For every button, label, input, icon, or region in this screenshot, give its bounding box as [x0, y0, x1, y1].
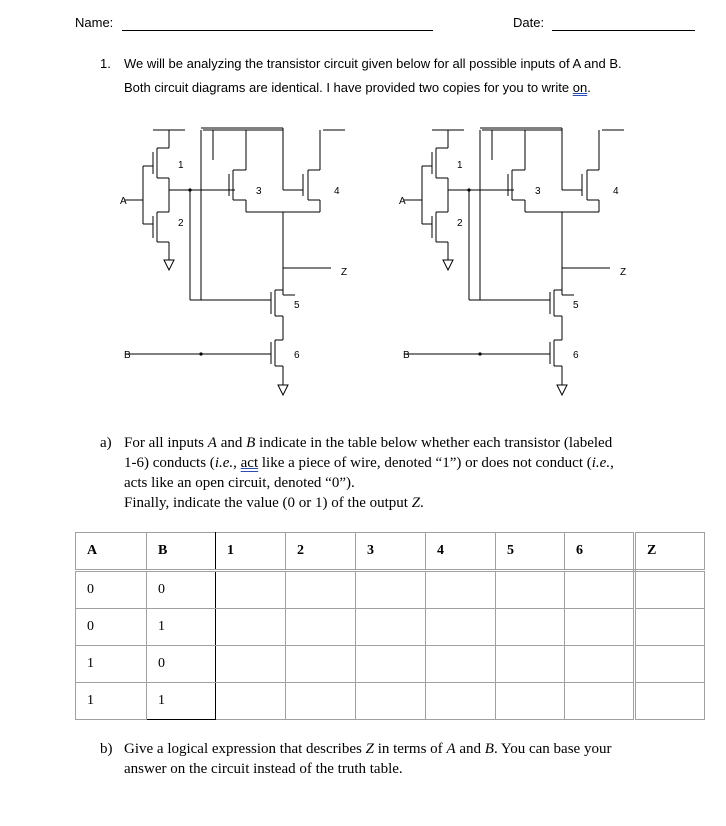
answer-cell[interactable] [356, 609, 426, 646]
cell-b: 0 [147, 646, 216, 683]
header-t4: 4 [426, 533, 496, 571]
answer-cell[interactable] [286, 571, 356, 609]
answer-cell[interactable] [565, 571, 635, 609]
table-row [76, 646, 705, 683]
header-a: A [76, 533, 147, 571]
answer-cell[interactable] [426, 571, 496, 609]
answer-cell[interactable] [496, 646, 565, 683]
table-row [76, 683, 705, 720]
input-a-label: A [399, 196, 406, 207]
circuit-copy-2 [404, 128, 627, 395]
question-number: 1. [100, 56, 111, 71]
answer-cell[interactable] [565, 646, 635, 683]
answer-cell[interactable] [286, 646, 356, 683]
input-b-label: B [403, 350, 410, 361]
name-field[interactable] [122, 30, 433, 31]
cell-a: 1 [76, 646, 147, 683]
header-t3: 3 [356, 533, 426, 571]
question-line-2: Both circuit diagrams are identical. I have provided two copies for you to write on. [124, 80, 591, 95]
answer-cell[interactable] [216, 646, 286, 683]
cell-b: 1 [147, 609, 216, 646]
part-b-text: Give a logical expression that describes Z in terms of A and B. You can base your answer on the circuit instead of the truth table. [124, 741, 612, 777]
transistor-6-label: 6 [294, 350, 300, 361]
answer-cell[interactable] [216, 609, 286, 646]
cell-a: 0 [76, 609, 147, 646]
name-label: Name: [75, 15, 114, 30]
answer-cell[interactable] [565, 609, 635, 646]
answer-cell[interactable] [216, 571, 286, 609]
answer-cell[interactable] [496, 571, 565, 609]
cell-b: 1 [147, 683, 216, 720]
transistor-3-label: 3 [256, 186, 262, 197]
transistor-1-label: 1 [457, 160, 463, 171]
answer-cell[interactable] [635, 609, 705, 646]
answer-cell[interactable] [286, 683, 356, 720]
transistor-1-label: 1 [178, 160, 184, 171]
transistor-4-label: 4 [334, 186, 340, 197]
date-field[interactable] [552, 30, 695, 31]
cell-a: 1 [76, 683, 147, 720]
answer-cell[interactable] [496, 683, 565, 720]
output-z-label: Z [620, 267, 627, 278]
transistor-5-label: 5 [573, 300, 579, 311]
answer-cell[interactable] [356, 683, 426, 720]
answer-cell[interactable] [286, 609, 356, 646]
header-t1: 1 [216, 533, 286, 571]
question-line-1: We will be analyzing the transistor circuit given below for all possible inputs of A and B. [124, 56, 622, 71]
transistor-2-label: 2 [178, 218, 184, 229]
cell-b: 0 [147, 571, 216, 609]
transistor-5-label: 5 [294, 300, 300, 311]
answer-cell[interactable] [565, 683, 635, 720]
header-z: Z [635, 533, 705, 571]
circuit-diagrams [0, 120, 726, 420]
answer-cell[interactable] [356, 571, 426, 609]
answer-cell[interactable] [635, 646, 705, 683]
answer-cell[interactable] [426, 646, 496, 683]
circuit-copy-1 [125, 128, 348, 395]
input-b-label: B [124, 350, 131, 361]
output-z-label: Z [341, 267, 348, 278]
input-a-label: A [120, 196, 127, 207]
header-t2: 2 [286, 533, 356, 571]
answer-cell[interactable] [496, 609, 565, 646]
answer-cell[interactable] [426, 609, 496, 646]
table-row [76, 571, 705, 609]
answer-cell[interactable] [216, 683, 286, 720]
answer-cell[interactable] [426, 683, 496, 720]
part-a-label: a) [100, 435, 112, 451]
answer-cell[interactable] [635, 683, 705, 720]
table-row [76, 609, 705, 646]
transistor-4-label: 4 [613, 186, 619, 197]
part-b-label: b) [100, 741, 113, 757]
header-b: B [147, 533, 216, 571]
answer-cell[interactable] [635, 571, 705, 609]
transistor-3-label: 3 [535, 186, 541, 197]
part-a-text: For all inputs A and B indicate in the table below whether each transistor (labeled 1-6) conducts (i.e., act like a piece of wire, denoted “1”) or does not conduct (i.e., acts like an open circuit, denoted “0”). Finally, indicate the value (0 or 1) of the output Z. [124, 435, 614, 511]
date-label: Date: [513, 15, 545, 30]
answer-cell[interactable] [356, 646, 426, 683]
header-t5: 5 [496, 533, 565, 571]
header-t6: 6 [565, 533, 635, 571]
truth-table [75, 532, 705, 720]
cell-a: 0 [76, 571, 147, 609]
transistor-6-label: 6 [573, 350, 579, 361]
transistor-2-label: 2 [457, 218, 463, 229]
